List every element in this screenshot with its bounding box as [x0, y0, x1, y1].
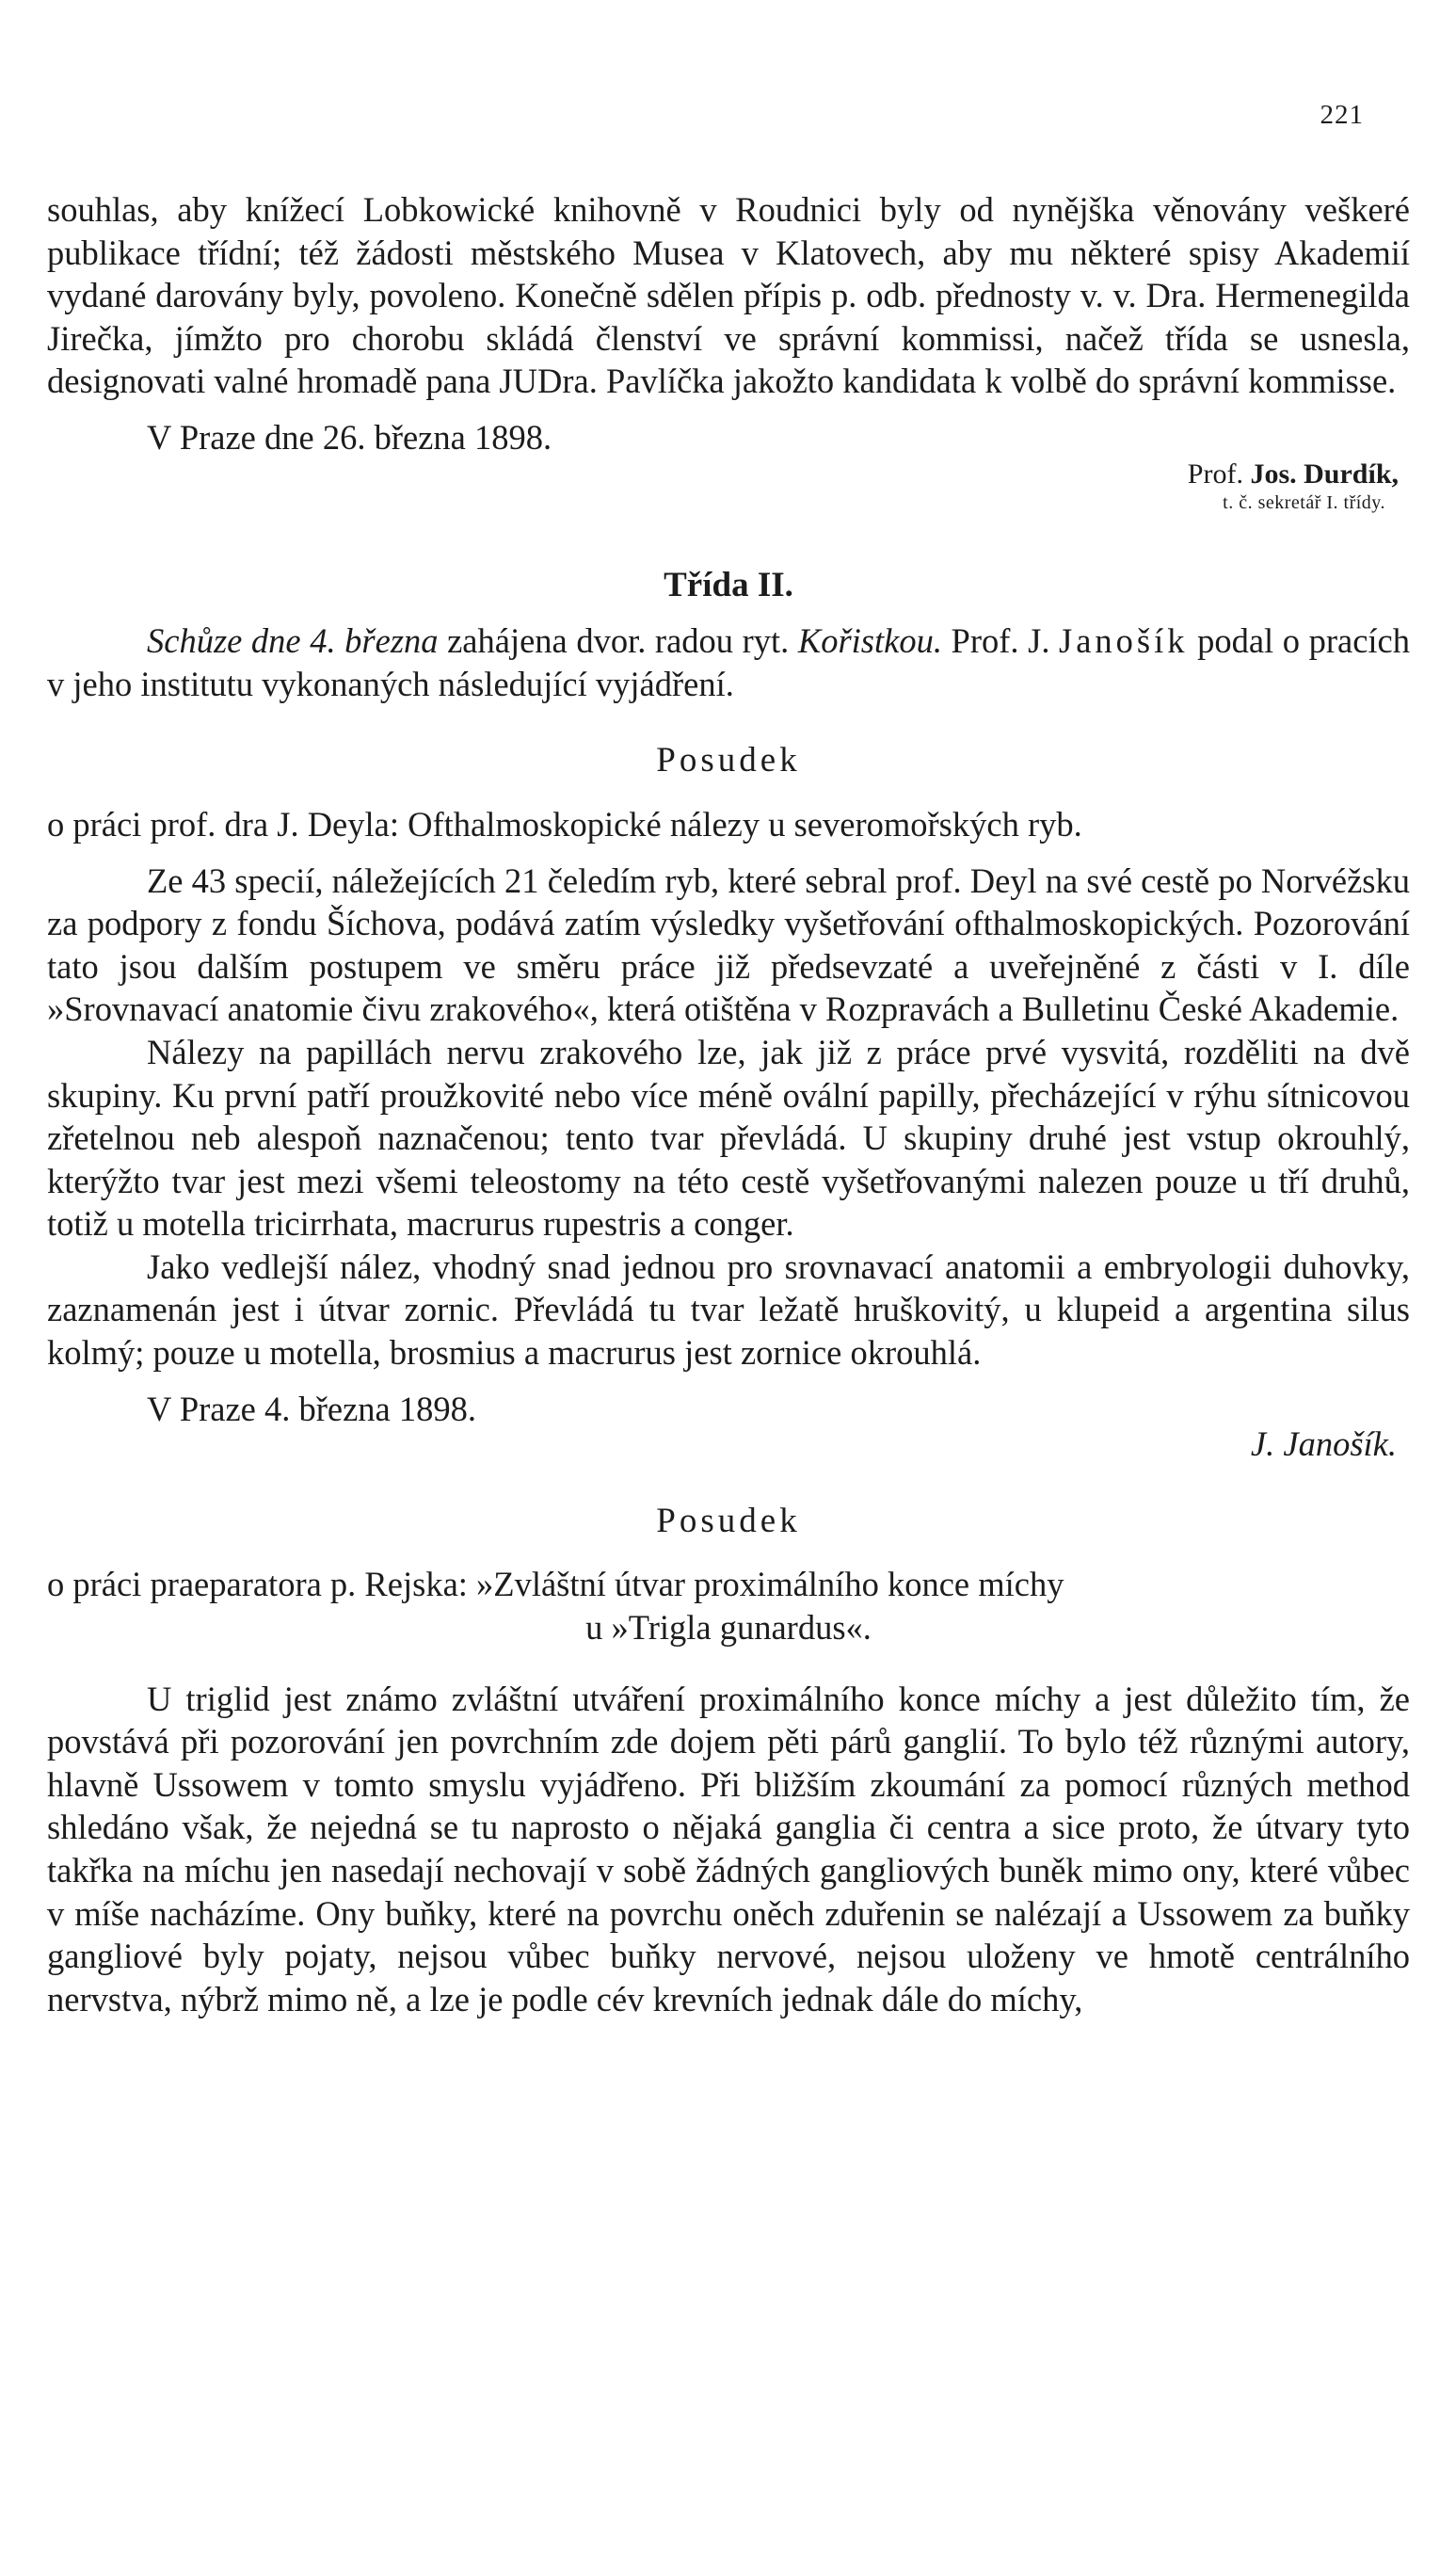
review-subtitle-2b: u »Trigla gunardus«. [585, 1608, 872, 1648]
signature-durdik [1188, 458, 1399, 490]
signature-name: Jos. Durdík, [1250, 458, 1399, 490]
paragraph-continuation: souhlas, aby knížecí Lobkowické knihovně v Roudnici byly od nynějška věnovány veškeré publikace třídní; též žádosti městského Musea v Klatovech, aby mu některé spisy Akademií vydané darovány byly, povoleno. Konečně sdělen přípis p. odb. přednosty v. v. Dra. Hermenegilda Jirečka, jímžto pro chorobu skládá členství ve správní kommissi, načež třída se usnesla, designovati valné hromadě pana JUDra. Pavlíčka jakožto kandidata k volbě do správní kommisse. [47, 190, 1410, 401]
page-text [47, 188, 1410, 2020]
page-number: 221 [1320, 100, 1364, 130]
session-date: Schůze dne 4. března [147, 621, 439, 661]
signature-prefix: Prof. [1187, 458, 1243, 490]
review1-paragraph-2: Nálezy na papillách nervu zrakového lze, jak již z práce prvé vysvitá, rozděliti na dvě skupiny. Ku první patří proužkovité nebo více méně ovální papilly, přecházející v rýhu sítnicovou zřetelnou neb alespoň naznačenou; tento tvar převládá. U skupiny druhé jest vstup okrouhlý, kterýžto tvar jest mezi všemi teleostomy na této cestě vyšetřovanými nalezen pouze u tří druhů, totiž u motella tricirrhata, macrurus rupestris a conger. [47, 1032, 1410, 1244]
review1-paragraph-3: Jako vedlejší nález, vhodný snad jednou pro srovnavací anatomii a embryologii duhovky, zaznamenán jest i útvar zornic. Převládá tu tvar ležatě hruškovitý, u klupeid a argentina silus kolmý; pouze u motella, brosmius a macrurus jest zornice okrouhlá. [47, 1246, 1410, 1373]
review-heading-2: Posudek [656, 1501, 801, 1540]
signature-title: t. č. sekretář I. třídy. [1223, 491, 1385, 513]
review-heading-1: Posudek [656, 741, 801, 780]
session-intro-mid: zahájena dvor. radou ryt. [438, 621, 798, 661]
session-intro-prof: Prof. J. [941, 621, 1060, 661]
signature-janosik: J. Janošík. [1250, 1424, 1397, 1464]
date-line-2: V Praze 4. března 1898. [147, 1389, 477, 1428]
section-title: Třída II. [664, 565, 793, 604]
session-intro [47, 619, 1410, 705]
signature-block-durdik [47, 458, 1410, 517]
session-intro-end: podal o pracích v jeho institutu vykonaných následující vyjádření. [47, 621, 1410, 703]
review2-paragraph: U triglid jest známo zvláštní utváření proximálního konce míchy a jest důležito tím, že povstává při pozorování jen povrchním zde dojem pěti párů ganglií. To bylo též různými autory, hlavně Ussowem v tomto smyslu vyjádřeno. Při bližším zkoumání za pomocí různých method shledáno však, že nejedná se tu naprosto o nějaká ganglia či centra a sice proto, že útvary tyto takřka na míchu jen nasedají nechovají v sobě žádných gangliových buněk mimo ony, které vůbec v míše nacházíme. Ony buňky, které na povrchu oněch zduřenin se nalézají a Ussowem za buňky gangliové byly pojaty, nejsou vůbec buňky nervové, nejsou uloženy ve hmotě centrálního nervstva, nýbrž mimo ně, a lze je podle cév krevních jednak dále do míchy, [47, 1679, 1410, 2018]
reporter-name: Janošík [1059, 621, 1189, 661]
review-subtitle-1: o práci prof. dra J. Deyla: Ofthalmoskopické nálezy u severomořských ryb. [47, 804, 1082, 844]
review-subtitle-2a: o práci praeparatora p. Rejska: »Zvláštní útvar proximálního konce míchy [47, 1565, 1064, 1604]
chair-name: Kořistkou. [797, 621, 942, 661]
date-line-1: V Praze dne 26. března 1898. [147, 417, 552, 457]
review1-paragraph-1: Ze 43 specií, náležejících 21 čeledím ryb, které sebral prof. Deyl na své cestě po Norvéžsku za podpory z fondu Šíchova, podává zatím výsledky vyšetřování ofthalmoskopických. Pozorování tato jsou dalším postupem ve směru práce již předsevzaté a uveřejněné z části v I. díle »Srovnavací anatomie čivu zrakového«, která otištěna v Rozpravách a Bulletinu České Akademie. [47, 860, 1410, 1029]
